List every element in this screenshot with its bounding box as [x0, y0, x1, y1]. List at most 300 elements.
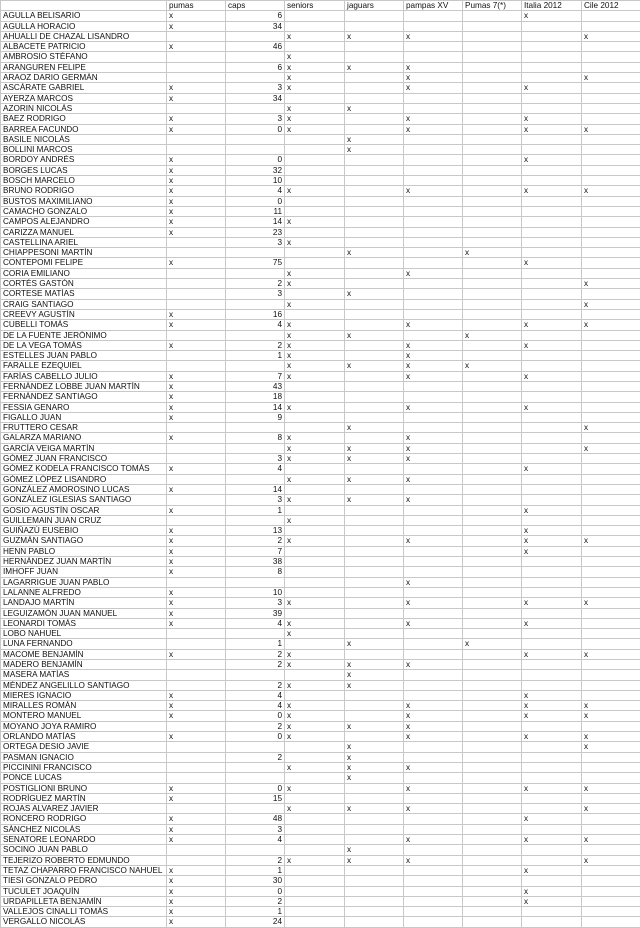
cell-jaguars: x [345, 762, 404, 772]
cell-italia-2012 [522, 804, 582, 814]
table-row [1, 237, 640, 247]
cell-italia-2012 [522, 567, 582, 577]
table-row [1, 587, 640, 597]
cell-cile-2012 [582, 752, 640, 762]
cell-pumas [167, 845, 226, 855]
cell-pumas-7 [463, 690, 522, 700]
cell-name: BAEZ RODRIGO [1, 114, 167, 124]
cell-pumas-7: x [463, 330, 522, 340]
cell-cile-2012: x [582, 701, 640, 711]
cell-caps [226, 145, 285, 155]
cell-pumas-7 [463, 865, 522, 875]
cell-caps: 39 [226, 608, 285, 618]
cell-seniors [285, 423, 345, 433]
cell-caps [226, 577, 285, 587]
cell-pampas-xv [404, 289, 463, 299]
cell-cile-2012 [582, 134, 640, 144]
cell-pampas-xv [404, 557, 463, 567]
table-row [1, 536, 640, 546]
cell-italia-2012 [522, 762, 582, 772]
cell-italia-2012 [522, 495, 582, 505]
cell-name: FARALLE EZEQUIEL [1, 361, 167, 371]
cell-pampas-xv: x [404, 62, 463, 72]
cell-jaguars [345, 598, 404, 608]
cell-pumas: x [167, 227, 226, 237]
cell-pampas-xv [404, 299, 463, 309]
cell-pumas [167, 855, 226, 865]
table-row [1, 443, 640, 453]
cell-seniors: x [285, 721, 345, 731]
cell-jaguars: x [345, 62, 404, 72]
cell-jaguars [345, 402, 404, 412]
cell-jaguars [345, 732, 404, 742]
cell-italia-2012 [522, 361, 582, 371]
cell-pampas-xv: x [404, 701, 463, 711]
column-header-italia-2012: Italia 2012 [522, 1, 582, 11]
cell-jaguars [345, 11, 404, 21]
cell-pumas-7 [463, 93, 522, 103]
cell-pumas [167, 639, 226, 649]
cell-cile-2012 [582, 103, 640, 113]
table-row [1, 783, 640, 793]
cell-pampas-xv [404, 608, 463, 618]
column-header-pumas: pumas [167, 1, 226, 11]
cell-italia-2012 [522, 330, 582, 340]
table-row [1, 52, 640, 62]
cell-caps: 14 [226, 484, 285, 494]
cell-seniors [285, 546, 345, 556]
cell-cile-2012: x [582, 536, 640, 546]
cell-pampas-xv: x [404, 268, 463, 278]
cell-jaguars [345, 618, 404, 628]
cell-pampas-xv: x [404, 31, 463, 41]
table-row [1, 865, 640, 875]
cell-name: TEJERIZO ROBERTO EDMUNDO [1, 855, 167, 865]
table-row [1, 381, 640, 391]
cell-italia-2012 [522, 196, 582, 206]
cell-cile-2012: x [582, 423, 640, 433]
cell-pumas: x [167, 865, 226, 875]
table-row [1, 835, 640, 845]
cell-seniors: x [285, 31, 345, 41]
table-row [1, 680, 640, 690]
cell-pumas: x [167, 186, 226, 196]
cell-caps: 8 [226, 433, 285, 443]
cell-caps: 1 [226, 907, 285, 917]
cell-pumas-7 [463, 701, 522, 711]
cell-jaguars [345, 793, 404, 803]
table-row [1, 824, 640, 834]
table-row [1, 845, 640, 855]
cell-name: IMHOFF JUAN [1, 567, 167, 577]
cell-cile-2012 [582, 21, 640, 31]
cell-italia-2012 [522, 752, 582, 762]
table-row [1, 515, 640, 525]
table-row [1, 484, 640, 494]
cell-caps: 4 [226, 618, 285, 628]
cell-seniors [285, 289, 345, 299]
cell-italia-2012: x [522, 783, 582, 793]
cell-pumas [167, 351, 226, 361]
cell-seniors [285, 845, 345, 855]
table-row [1, 896, 640, 906]
cell-italia-2012 [522, 742, 582, 752]
cell-pampas-xv: x [404, 804, 463, 814]
cell-name: BORDOY ANDRÉS [1, 155, 167, 165]
cell-seniors [285, 793, 345, 803]
table-row [1, 423, 640, 433]
cell-pumas-7 [463, 124, 522, 134]
cell-seniors [285, 557, 345, 567]
cell-pampas-xv: x [404, 577, 463, 587]
cell-pampas-xv [404, 505, 463, 515]
cell-italia-2012 [522, 381, 582, 391]
cell-pumas: x [167, 176, 226, 186]
cell-seniors: x [285, 299, 345, 309]
table-row [1, 103, 640, 113]
cell-caps: 30 [226, 876, 285, 886]
cell-pumas-7 [463, 371, 522, 381]
cell-pumas-7 [463, 629, 522, 639]
cell-seniors [285, 155, 345, 165]
cell-cile-2012 [582, 680, 640, 690]
cell-seniors: x [285, 701, 345, 711]
cell-seniors [285, 392, 345, 402]
cell-seniors: x [285, 340, 345, 350]
cell-pumas: x [167, 340, 226, 350]
cell-italia-2012 [522, 227, 582, 237]
cell-cile-2012: x [582, 124, 640, 134]
table-row [1, 495, 640, 505]
cell-name: MÉNDEZ ANGELILLO SANTIAGO [1, 680, 167, 690]
cell-pumas: x [167, 320, 226, 330]
cell-pumas-7 [463, 907, 522, 917]
cell-caps: 75 [226, 258, 285, 268]
cell-caps: 13 [226, 526, 285, 536]
cell-jaguars: x [345, 443, 404, 453]
cell-seniors [285, 773, 345, 783]
cell-cile-2012 [582, 845, 640, 855]
cell-jaguars [345, 371, 404, 381]
cell-name: CONTEPOMI FELIPE [1, 258, 167, 268]
cell-pampas-xv [404, 392, 463, 402]
cell-seniors [285, 876, 345, 886]
cell-name: MONTERO MANUEL [1, 711, 167, 721]
cell-cile-2012 [582, 896, 640, 906]
cell-name: AZORIN NICOLÁS [1, 103, 167, 113]
table-row [1, 505, 640, 515]
table-row [1, 660, 640, 670]
cell-italia-2012: x [522, 690, 582, 700]
cell-caps [226, 629, 285, 639]
cell-pumas-7 [463, 649, 522, 659]
cell-pampas-xv: x [404, 114, 463, 124]
cell-italia-2012: x [522, 320, 582, 330]
cell-pampas-xv [404, 423, 463, 433]
cell-pumas: x [167, 155, 226, 165]
cell-name: AGULLA BELISARIO [1, 11, 167, 21]
cell-italia-2012 [522, 103, 582, 113]
cell-cile-2012 [582, 62, 640, 72]
cell-jaguars: x [345, 639, 404, 649]
table-row [1, 31, 640, 41]
cell-pumas-7 [463, 52, 522, 62]
cell-caps: 34 [226, 21, 285, 31]
cell-pampas-xv [404, 330, 463, 340]
cell-italia-2012 [522, 392, 582, 402]
cell-caps: 2 [226, 855, 285, 865]
cell-pampas-xv [404, 93, 463, 103]
cell-pumas-7 [463, 21, 522, 31]
cell-caps: 2 [226, 340, 285, 350]
cell-pampas-xv: x [404, 835, 463, 845]
cell-pampas-xv: x [404, 721, 463, 731]
cell-pumas-7 [463, 855, 522, 865]
cell-seniors [285, 21, 345, 31]
cell-pumas: x [167, 896, 226, 906]
cell-pampas-xv [404, 155, 463, 165]
cell-pumas-7 [463, 62, 522, 72]
cell-italia-2012: x [522, 701, 582, 711]
cell-pumas: x [167, 11, 226, 21]
cell-pumas [167, 248, 226, 258]
cell-pampas-xv: x [404, 618, 463, 628]
cell-pumas-7 [463, 762, 522, 772]
cell-caps: 14 [226, 402, 285, 412]
cell-jaguars [345, 165, 404, 175]
cell-seniors: x [285, 855, 345, 865]
table-row [1, 433, 640, 443]
cell-cile-2012 [582, 155, 640, 165]
cell-cile-2012 [582, 227, 640, 237]
column-header-pumas-7: Pumas 7(*) [463, 1, 522, 11]
cell-cile-2012 [582, 577, 640, 587]
cell-pumas: x [167, 711, 226, 721]
cell-pumas-7 [463, 165, 522, 175]
cell-pampas-xv [404, 134, 463, 144]
cell-cile-2012: x [582, 279, 640, 289]
cell-seniors: x [285, 402, 345, 412]
cell-jaguars [345, 206, 404, 216]
cell-pampas-xv: x [404, 340, 463, 350]
cell-pampas-xv [404, 814, 463, 824]
cell-pumas: x [167, 917, 226, 927]
cell-cile-2012 [582, 608, 640, 618]
cell-name: AMBROSIO STÉFANO [1, 52, 167, 62]
cell-name: GÓMEZ LÓPEZ LISANDRO [1, 474, 167, 484]
cell-italia-2012 [522, 670, 582, 680]
cell-pumas [167, 289, 226, 299]
table-row [1, 134, 640, 144]
cell-pumas: x [167, 464, 226, 474]
cell-caps: 24 [226, 917, 285, 927]
cell-seniors [285, 309, 345, 319]
cell-caps: 6 [226, 11, 285, 21]
cell-seniors: x [285, 515, 345, 525]
cell-cile-2012 [582, 567, 640, 577]
cell-name: CORTÉS GASTÓN [1, 279, 167, 289]
cell-pumas [167, 752, 226, 762]
cell-caps: 4 [226, 464, 285, 474]
cell-seniors: x [285, 433, 345, 443]
cell-cile-2012 [582, 876, 640, 886]
cell-jaguars [345, 526, 404, 536]
cell-seniors [285, 587, 345, 597]
column-header-cile-2012: Cile 2012 [582, 1, 640, 11]
cell-italia-2012 [522, 145, 582, 155]
cell-italia-2012: x [522, 464, 582, 474]
column-header-pampas-xv: pampas XV [404, 1, 463, 11]
table-row [1, 114, 640, 124]
cell-name: DE LA VEGA TOMÁS [1, 340, 167, 350]
cell-pampas-xv: x [404, 598, 463, 608]
cell-name: BRUNO RODRIGO [1, 186, 167, 196]
cell-name: GONZÁLEZ IGLESIAS SANTIAGO [1, 495, 167, 505]
cell-caps: 3 [226, 598, 285, 608]
cell-seniors: x [285, 103, 345, 113]
cell-pampas-xv [404, 206, 463, 216]
cell-caps: 0 [226, 886, 285, 896]
cell-jaguars [345, 279, 404, 289]
cell-seniors [285, 670, 345, 680]
table-row [1, 711, 640, 721]
cell-pampas-xv [404, 907, 463, 917]
cell-pumas: x [167, 649, 226, 659]
cell-pumas: x [167, 814, 226, 824]
cell-cile-2012 [582, 52, 640, 62]
cell-pampas-xv: x [404, 660, 463, 670]
cell-name: MIERES IGNACIO [1, 690, 167, 700]
cell-italia-2012 [522, 299, 582, 309]
cell-seniors [285, 865, 345, 875]
cell-name: CASTELLINA ARIEL [1, 237, 167, 247]
cell-pumas-7 [463, 279, 522, 289]
cell-pumas: x [167, 526, 226, 536]
cell-name: ESTELLES JUAN PABLO [1, 351, 167, 361]
cell-seniors [285, 176, 345, 186]
cell-cile-2012 [582, 361, 640, 371]
cell-seniors [285, 639, 345, 649]
cell-seniors: x [285, 114, 345, 124]
cell-jaguars: x [345, 145, 404, 155]
cell-caps [226, 31, 285, 41]
cell-pampas-xv [404, 865, 463, 875]
cell-pumas-7 [463, 196, 522, 206]
cell-jaguars [345, 896, 404, 906]
cell-caps [226, 361, 285, 371]
cell-caps: 3 [226, 824, 285, 834]
cell-seniors: x [285, 83, 345, 93]
cell-pampas-xv [404, 11, 463, 21]
cell-jaguars [345, 464, 404, 474]
table-row [1, 93, 640, 103]
cell-caps: 2 [226, 752, 285, 762]
cell-pumas-7 [463, 402, 522, 412]
table-row [1, 793, 640, 803]
cell-pumas [167, 515, 226, 525]
cell-name: GUZMÁN SANTIAGO [1, 536, 167, 546]
cell-cile-2012 [582, 814, 640, 824]
table-row [1, 752, 640, 762]
cell-seniors [285, 526, 345, 536]
cell-pumas [167, 134, 226, 144]
cell-pumas-7 [463, 464, 522, 474]
cell-pumas: x [167, 876, 226, 886]
cell-pumas: x [167, 258, 226, 268]
cell-seniors [285, 11, 345, 21]
cell-name: ROJAS ALVAREZ JAVIER [1, 804, 167, 814]
cell-cile-2012 [582, 340, 640, 350]
cell-pampas-xv [404, 217, 463, 227]
cell-seniors: x [285, 361, 345, 371]
cell-seniors: x [285, 268, 345, 278]
table-row [1, 258, 640, 268]
cell-pampas-xv: x [404, 474, 463, 484]
table-row [1, 464, 640, 474]
cell-seniors: x [285, 783, 345, 793]
cell-seniors [285, 196, 345, 206]
cell-pampas-xv: x [404, 433, 463, 443]
cell-pumas: x [167, 598, 226, 608]
cell-seniors [285, 907, 345, 917]
cell-italia-2012: x [522, 258, 582, 268]
cell-pumas: x [167, 793, 226, 803]
cell-jaguars: x [345, 361, 404, 371]
cell-jaguars [345, 907, 404, 917]
cell-italia-2012 [522, 42, 582, 52]
cell-cile-2012 [582, 629, 640, 639]
cell-cile-2012 [582, 381, 640, 391]
cell-pampas-xv: x [404, 371, 463, 381]
cell-name: RODRÍGUEZ MARTÍN [1, 793, 167, 803]
cell-jaguars [345, 567, 404, 577]
cell-italia-2012: x [522, 536, 582, 546]
cell-pampas-xv [404, 824, 463, 834]
cell-jaguars [345, 629, 404, 639]
column-header-seniors: seniors [285, 1, 345, 11]
cell-caps: 0 [226, 783, 285, 793]
cell-caps [226, 299, 285, 309]
cell-seniors: x [285, 124, 345, 134]
column-header-caps: caps [226, 1, 285, 11]
cell-cile-2012 [582, 11, 640, 21]
cell-jaguars: x [345, 495, 404, 505]
cell-seniors: x [285, 320, 345, 330]
cell-italia-2012 [522, 412, 582, 422]
cell-italia-2012 [522, 793, 582, 803]
cell-pumas-7 [463, 896, 522, 906]
cell-pampas-xv [404, 309, 463, 319]
cell-italia-2012: x [522, 505, 582, 515]
table-row [1, 186, 640, 196]
cell-name: VALLEJOS CINALLI TOMÁS [1, 907, 167, 917]
cell-name: GARCÍA VEIGA MARTÍN [1, 443, 167, 453]
table-body [1, 11, 640, 927]
cell-pumas: x [167, 412, 226, 422]
cell-pumas-7 [463, 176, 522, 186]
table-row [1, 196, 640, 206]
cell-seniors [285, 134, 345, 144]
cell-name: BORGES LUCAS [1, 165, 167, 175]
header-row [1, 1, 640, 11]
table-row [1, 227, 640, 237]
table-header [1, 1, 640, 11]
cell-jaguars: x [345, 454, 404, 464]
cell-seniors: x [285, 804, 345, 814]
cell-pumas: x [167, 886, 226, 896]
cell-jaguars: x [345, 248, 404, 258]
cell-jaguars: x [345, 742, 404, 752]
